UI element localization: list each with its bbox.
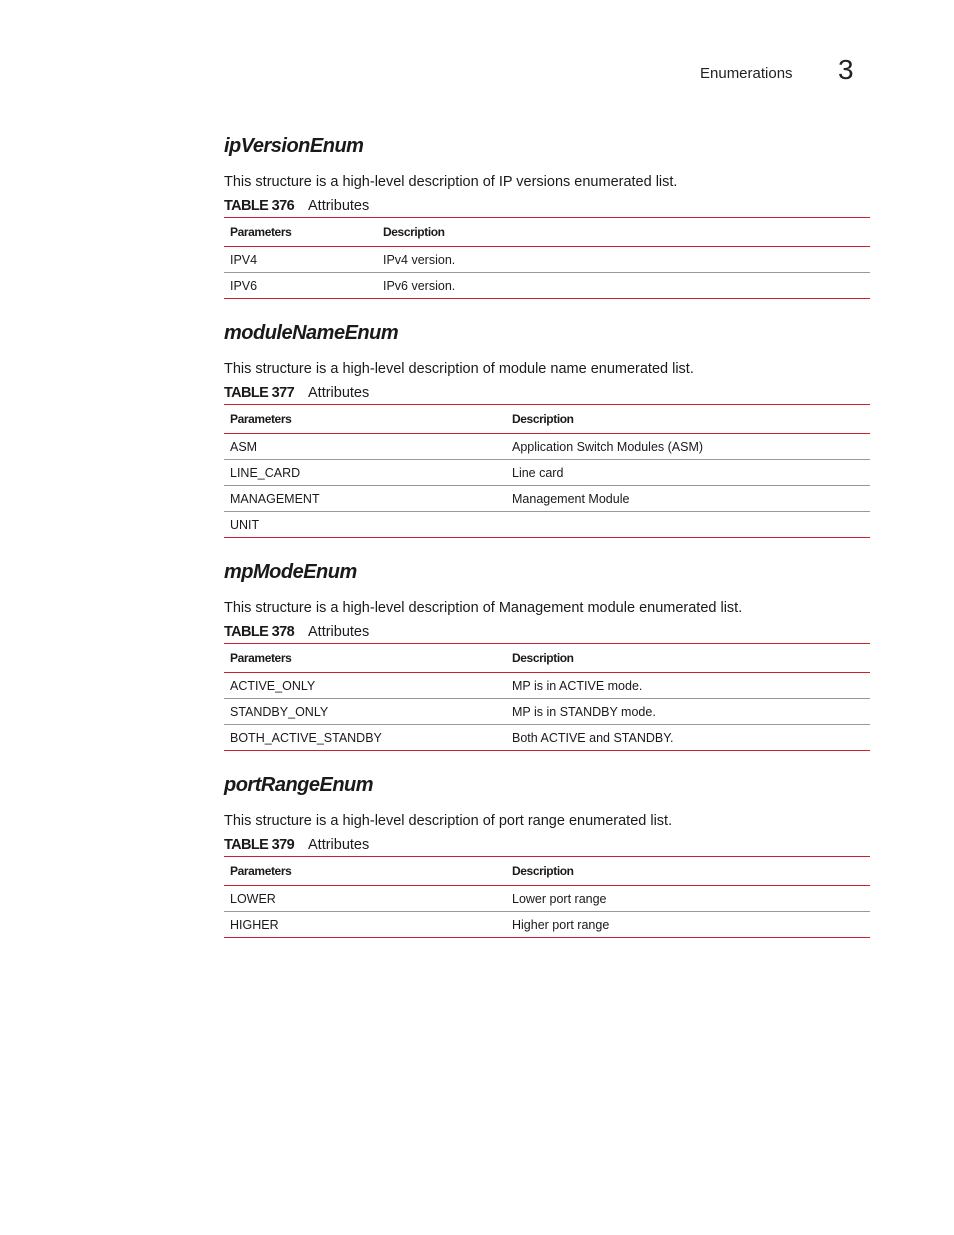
parameter-cell: ACTIVE_ONLY [224,673,506,699]
table-row [224,912,870,938]
parameter-cell: IPV4 [224,247,377,273]
description-cell: Both ACTIVE and STANDBY. [506,725,870,751]
attributes-table [224,217,870,299]
section-title: mpModeEnum [224,561,357,583]
running-header-section: Enumerations [700,65,793,82]
table-number: TABLE 378 [224,624,295,640]
table-number: TABLE 376 [224,198,295,214]
column-header-parameters: Parameters [230,864,292,878]
table-number: TABLE 377 [224,385,295,401]
description-cell: MP is in STANDBY mode. [506,699,870,725]
table-caption [224,834,870,856]
description-cell: Management Module [506,486,870,512]
parameter-cell: LINE_CARD [224,460,506,486]
description-cell: IPv6 version. [377,273,870,299]
section-description: This structure is a high-level description of IP versions enumerated list. [224,174,678,190]
table-caption [224,195,870,217]
column-header-description: Description [512,412,574,426]
parameter-cell: UNIT [224,512,506,538]
table-caption-text: Attributes [308,198,370,214]
section-title: moduleNameEnum [224,322,399,344]
table-caption [224,621,870,643]
description-cell: Application Switch Modules (ASM) [506,434,870,460]
description-cell: Lower port range [506,886,870,912]
description-cell: IPv4 version. [377,247,870,273]
table-row [224,699,870,725]
column-header-description: Description [512,651,574,665]
table-row [224,273,870,299]
column-header-parameters: Parameters [230,225,292,239]
table-caption [224,382,870,404]
description-cell: Higher port range [506,912,870,938]
table-row [224,725,870,751]
column-header-description: Description [383,225,445,239]
table-caption-text: Attributes [308,624,370,640]
section-mpmodeenum [224,559,870,751]
parameter-cell: ASM [224,434,506,460]
section-title: portRangeEnum [224,774,374,796]
section-description: This structure is a high-level description of port range enumerated list. [224,813,673,829]
table-row [224,512,870,538]
description-cell [506,512,870,538]
table-row [224,460,870,486]
parameter-cell: STANDBY_ONLY [224,699,506,725]
section-portrangeenum [224,772,870,938]
parameter-cell: MANAGEMENT [224,486,506,512]
parameter-cell: BOTH_ACTIVE_STANDBY [224,725,506,751]
table-row [224,486,870,512]
table-number: TABLE 379 [224,837,295,853]
column-header-parameters: Parameters [230,412,292,426]
column-header-description: Description [512,864,574,878]
attributes-table [224,643,870,751]
attributes-table [224,404,870,538]
section-description: This structure is a high-level description of Management module enumerated list. [224,600,743,616]
description-cell: Line card [506,460,870,486]
section-ipversionenum [224,133,870,299]
column-header-parameters: Parameters [230,651,292,665]
section-title: ipVersionEnum [224,135,364,157]
table-row [224,673,870,699]
table-row [224,247,870,273]
section-modulenameenum [224,320,870,538]
table-caption-text: Attributes [308,837,370,853]
table-row [224,886,870,912]
table-caption-text: Attributes [308,385,370,401]
parameter-cell: HIGHER [224,912,506,938]
chapter-number: 3 [838,54,854,85]
attributes-table [224,856,870,938]
section-description: This structure is a high-level description of module name enumerated list. [224,361,694,377]
description-cell: MP is in ACTIVE mode. [506,673,870,699]
parameter-cell: LOWER [224,886,506,912]
table-row [224,434,870,460]
parameter-cell: IPV6 [224,273,377,299]
